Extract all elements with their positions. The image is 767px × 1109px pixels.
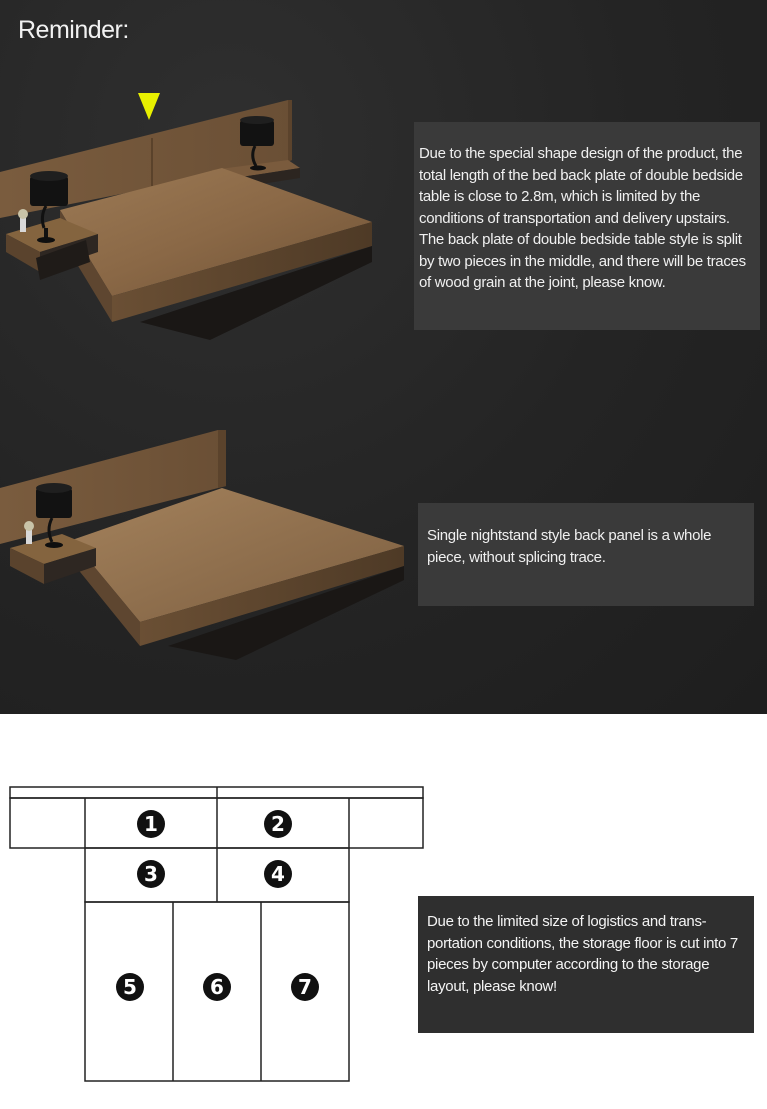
piece-marker-2 bbox=[264, 810, 292, 838]
piece-marker-3 bbox=[137, 860, 165, 888]
piece-label: 4 bbox=[271, 862, 285, 886]
piece-label: 1 bbox=[144, 812, 158, 836]
single-nightstand-note: Single nightstand style back panel is a whole piece, without splicing trace. bbox=[418, 503, 754, 606]
page-title: Reminder: bbox=[18, 16, 129, 44]
single-nightstand-bed-image bbox=[0, 430, 404, 660]
piece-label: 6 bbox=[210, 975, 224, 999]
double-bedside-note: Due to the special shape design of the product, the total length of the bed back plate of double bedside table is close to 2.8m, which is limited by the conditions of transportation and delivery upstairs. The back plate of double bedside table style is split by two pieces in the middle, and there will be traces of wood grain at the joint, please know. bbox=[414, 122, 760, 330]
piece-label: 3 bbox=[144, 862, 158, 886]
double-bedside-bed-image bbox=[0, 93, 372, 340]
piece-marker-7 bbox=[291, 973, 319, 1001]
piece-label: 7 bbox=[298, 975, 312, 999]
storage-floor-note: Due to the limited size of logistics and trans-portation conditions, the storage floor is cut into 7 pieces by computer according to the storage layout, please know! bbox=[418, 896, 754, 1033]
piece-label: 2 bbox=[271, 812, 285, 836]
triangle-down-icon bbox=[138, 93, 160, 120]
piece-label: 5 bbox=[123, 975, 137, 999]
piece-marker-5 bbox=[116, 973, 144, 1001]
piece-marker-4 bbox=[264, 860, 292, 888]
piece-marker-6 bbox=[203, 973, 231, 1001]
piece-marker-1 bbox=[137, 810, 165, 838]
